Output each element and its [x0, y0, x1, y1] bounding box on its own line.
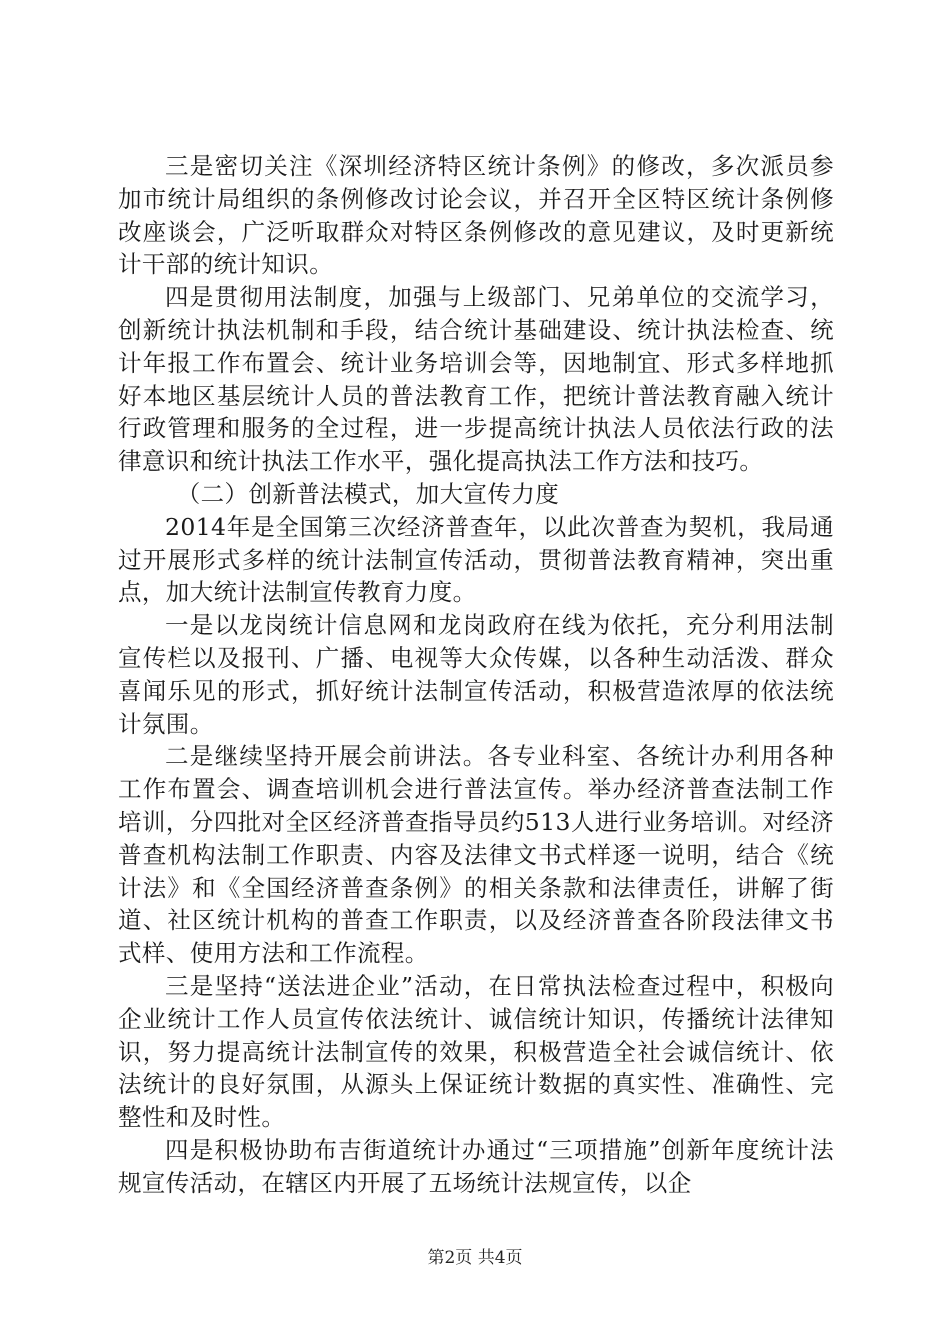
paragraph-4: 一是以龙岗统计信息网和龙岗政府在线为依托，充分利用法制宣传栏以及报刊、广播、电视等大众传媒，以各种生动活泼、群众喜闻乐见的形式，抓好统计法制宣传活动，积极营造浓厚的依法统计氛围。 — [118, 611, 834, 738]
page-number-footer: 第2页 共4页 — [427, 1248, 523, 1268]
paragraph-5: 二是继续坚持开展会前讲法。各专业科室、各统计办利用各种工作布置会、调查培训机会进行普法宣传。举办经济普查法制工作培训，分四批对全区经济普查指导员约513人进行业务培训。对经济普查机构法制工作职责、内容及法律文书式样逐一说明，结合《统计法》和《全国经济普查条例》的相关条款和法律责任，讲解了街道、社区统计机构的普查工作职责，以及经济普查各阶段法律文书式样、使用方法和工作流程。 — [118, 742, 834, 968]
paragraph-6: 三是坚持“送法进企业”活动，在日常执法检查过程中，积极向企业统计工作人员宣传依法统计、诚信统计知识，传播统计法律知识，努力提高统计法制宣传的效果，积极营造全社会诚信统计、依法统计的良好氛围，从源头上保证统计数据的真实性、准确性、完整性和及时性。 — [118, 971, 834, 1132]
paragraph-3: 2014年是全国第三次经济普查年，以此次普查为契机，我局通过开展形式多样的统计法制宣传活动，贯彻普法教育精神，突出重点，加大统计法制宣传教育力度。 — [118, 512, 834, 607]
section-heading: （二）创新普法模式，加大宣传力度 — [176, 479, 560, 508]
document-body — [118, 150, 834, 1200]
paragraph-1: 三是密切关注《深圳经济特区统计条例》的修改，多次派员参加市统计局组织的条例修改讨论会议，并召开全区特区统计条例修改座谈会，广泛听取群众对特区条例修改的意见建议，及时更新统计干部的统计知识。 — [118, 152, 834, 279]
paragraph-2: 四是贯彻用法制度，加强与上级部门、兄弟单位的交流学习，创新统计执法机制和手段，结合统计基础建设、统计执法检查、统计年报工作布置会、统计业务培训会等，因地制宜、形式多样地抓好本地区基层统计人员的普法教育工作，把统计普法教育融入统计行政管理和服务的全过程，进一步提高统计执法人员依法行政的法律意识和统计执法工作水平，强化提高执法工作方法和技巧。 — [118, 283, 834, 476]
paragraph-7: 四是积极协助布吉街道统计办通过“三项措施”创新年度统计法规宣传活动，在辖区内开展了五场统计法规宣传，以企 — [118, 1135, 834, 1197]
